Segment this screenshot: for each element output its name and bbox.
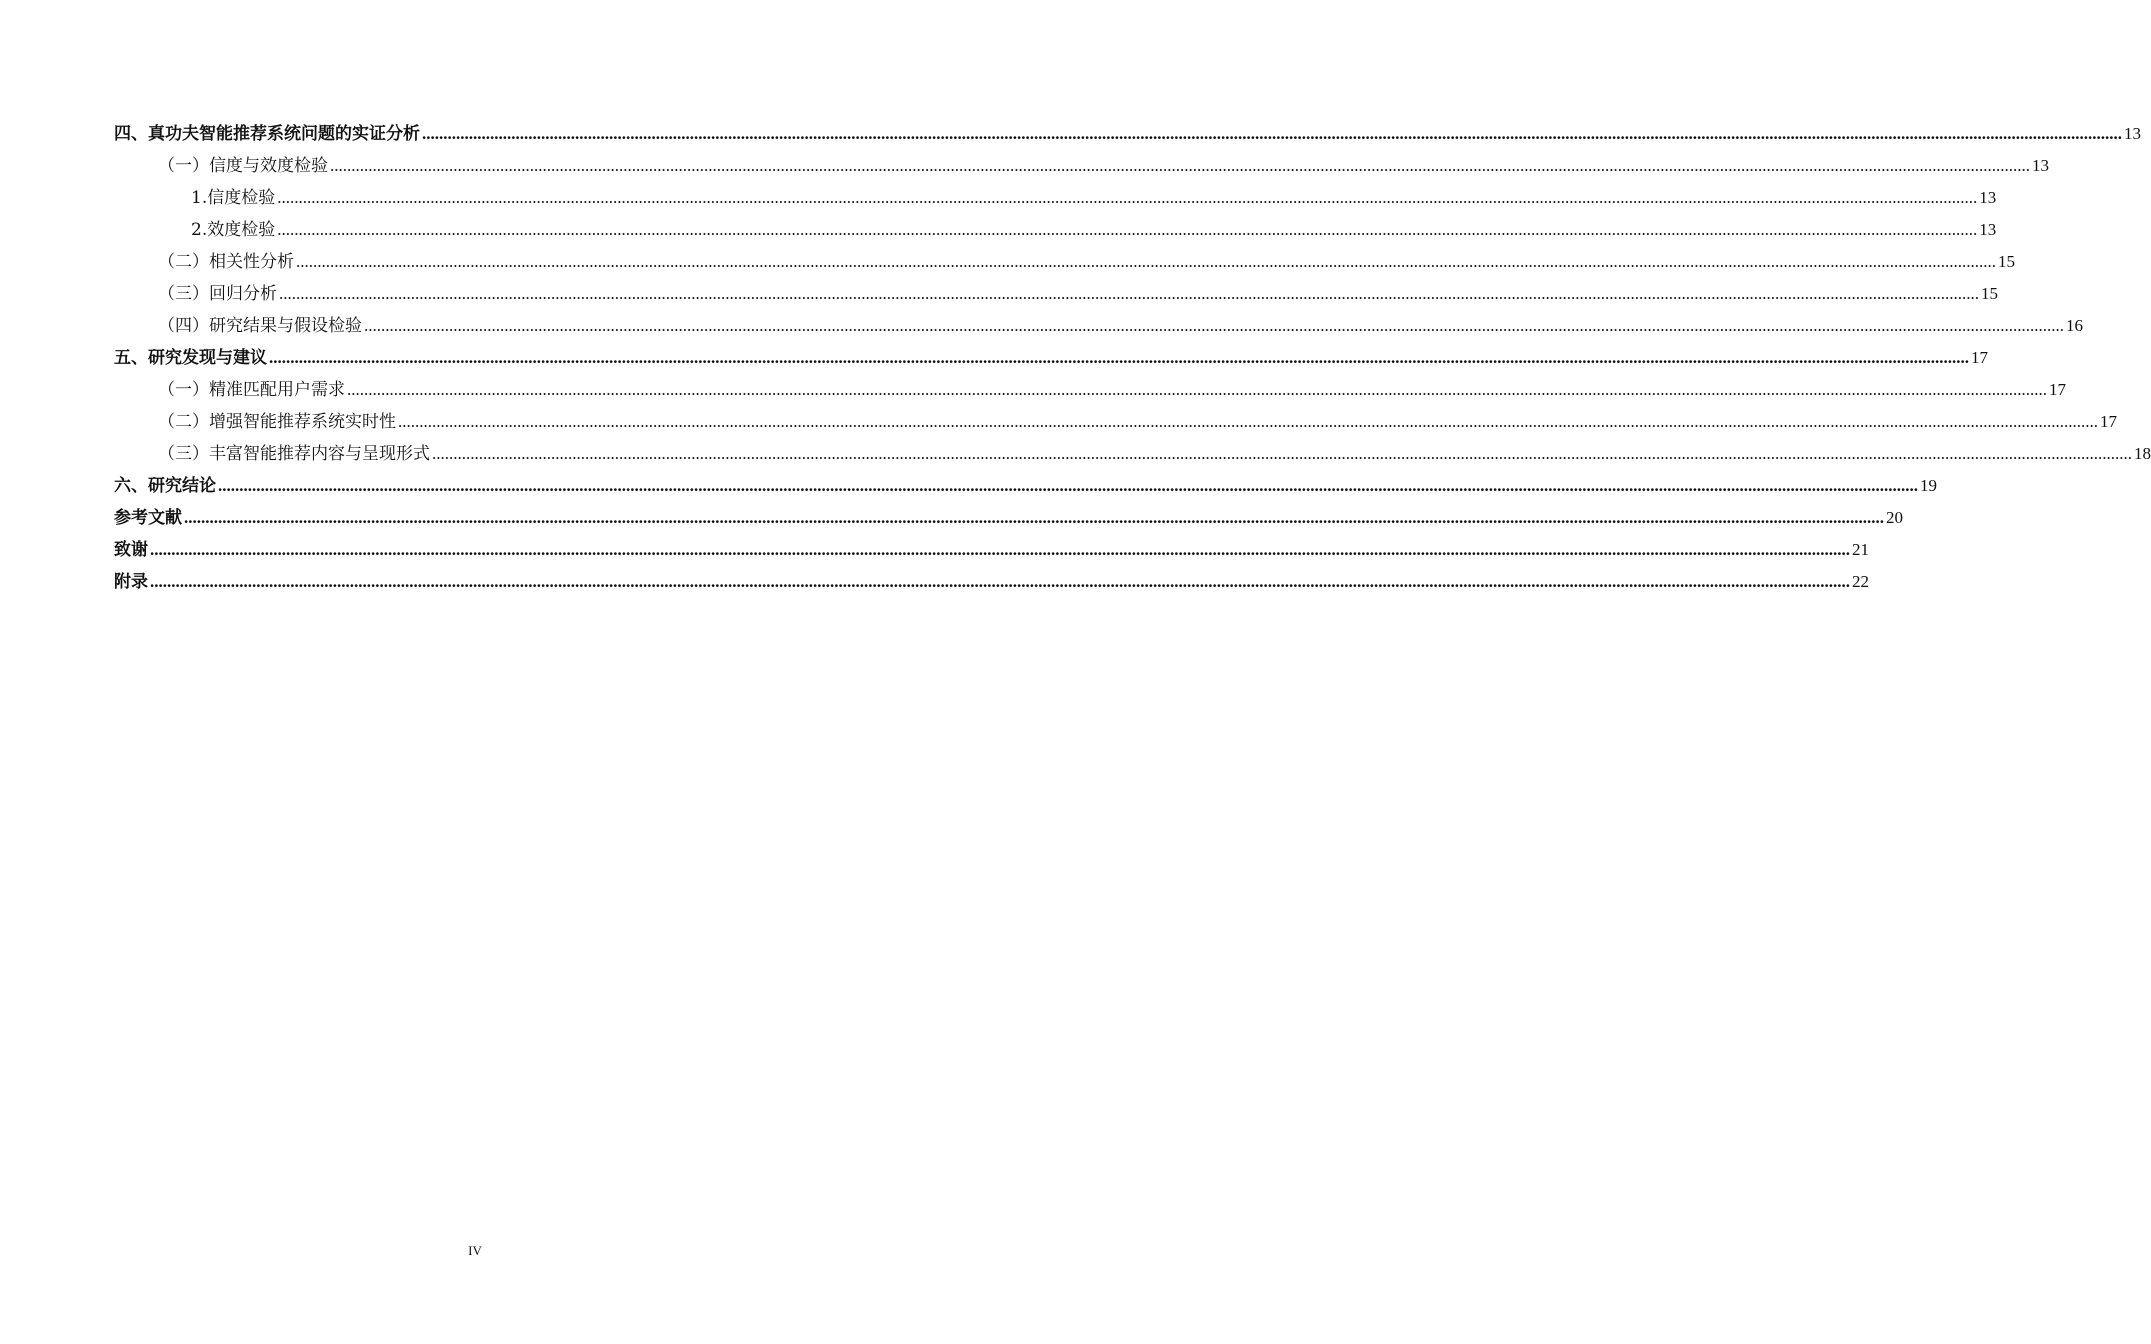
toc-entry-page: 17 [2049,380,2066,399]
toc-leader-dots: ................................................................................................................................................................................................................................................................................................................................................................................................................ [422,124,2122,143]
toc-entry-title: 参考文献 [114,508,182,528]
toc-entry-title: （三）回归分析 [158,284,277,304]
toc-leader-dots: ................................................................................................................................................................................................................................................................................................................................................................................................................ [279,284,1979,303]
toc-leader-dots: ................................................................................................................................................................................................................................................................................................................................................................................................................ [330,156,2030,175]
toc-leader-dots: ................................................................................................................................................................................................................................................................................................................................................................................................................ [150,572,1850,591]
toc-leader-dots: ................................................................................................................................................................................................................................................................................................................................................................................................................ [277,220,1978,239]
toc-entry-title: 五、研究发现与建议 [114,348,267,368]
toc-leader-dots: ................................................................................................................................................................................................................................................................................................................................................................................................................ [150,540,1850,559]
toc-leader-dots: ................................................................................................................................................................................................................................................................................................................................................................................................................ [398,412,2098,431]
toc-entry[interactable] [114,214,1997,246]
toc-entry-page: 13 [2124,124,2141,143]
toc-entry-title: （二）相关性分析 [158,252,294,272]
toc-entry-page: 22 [1852,572,1869,591]
toc-entry[interactable] [114,246,2015,278]
toc-entry[interactable] [114,278,1998,310]
toc-entry-page: 15 [1998,252,2015,271]
toc-entry-page: 17 [2100,412,2117,431]
toc-entry[interactable] [114,374,2066,406]
toc-entry-title: 1.信度检验 [191,188,276,208]
toc-leader-dots: ................................................................................................................................................................................................................................................................................................................................................................................................................ [432,444,2132,463]
toc-entry-page: 15 [1981,284,1998,303]
toc-leader-dots: ................................................................................................................................................................................................................................................................................................................................................................................................................ [269,348,1969,367]
toc-entry[interactable] [114,534,1869,566]
toc-leader-dots: ................................................................................................................................................................................................................................................................................................................................................................................................................ [364,316,2064,335]
toc-entry-title: 附录 [114,572,148,592]
page-number: IV [468,1243,482,1258]
toc-entry-page: 18 [2134,444,2151,463]
toc-entry-page: 19 [1920,476,1937,495]
toc-entry[interactable] [114,470,1937,502]
toc-entry-title: （一）精准匹配用户需求 [158,380,345,400]
toc-entry[interactable] [114,150,2049,182]
toc-entry-page: 20 [1886,508,1903,527]
toc-entry-title: 致谢 [114,540,148,560]
toc-entry[interactable] [114,502,1903,534]
toc-entry-page: 13 [1979,220,1997,239]
toc-entry[interactable] [114,118,2141,150]
toc-leader-dots: ................................................................................................................................................................................................................................................................................................................................................................................................................ [296,252,1996,271]
toc-entry-title: 2.效度检验 [191,220,276,240]
toc-entry-title: 六、研究结论 [114,476,216,496]
table-of-contents [114,118,2151,598]
toc-entry-page: 13 [2032,156,2049,175]
toc-entry[interactable] [114,342,1988,374]
toc-entry-title: 四、真功夫智能推荐系统问题的实证分析 [114,124,420,144]
toc-leader-dots: ................................................................................................................................................................................................................................................................................................................................................................................................................ [184,508,1884,527]
toc-entry[interactable] [114,406,2117,438]
toc-entry-title: （三）丰富智能推荐内容与呈现形式 [158,444,430,464]
toc-entry-page: 17 [1971,348,1988,367]
toc-leader-dots: ................................................................................................................................................................................................................................................................................................................................................................................................................ [347,380,2047,399]
toc-entry[interactable] [114,182,1997,214]
toc-leader-dots: ................................................................................................................................................................................................................................................................................................................................................................................................................ [277,188,1978,207]
toc-leader-dots: ................................................................................................................................................................................................................................................................................................................................................................................................................ [218,476,1918,495]
toc-entry[interactable] [114,438,2151,470]
toc-entry-title: （二）增强智能推荐系统实时性 [158,412,396,432]
toc-entry-page: 21 [1852,540,1869,559]
toc-entry-title: （一）信度与效度检验 [158,156,328,176]
toc-entry-page: 16 [2066,316,2083,335]
toc-entry-title: （四）研究结果与假设检验 [158,316,362,336]
toc-entry-page: 13 [1979,188,1997,207]
toc-entry[interactable] [114,310,2083,342]
toc-entry[interactable] [114,566,1869,598]
